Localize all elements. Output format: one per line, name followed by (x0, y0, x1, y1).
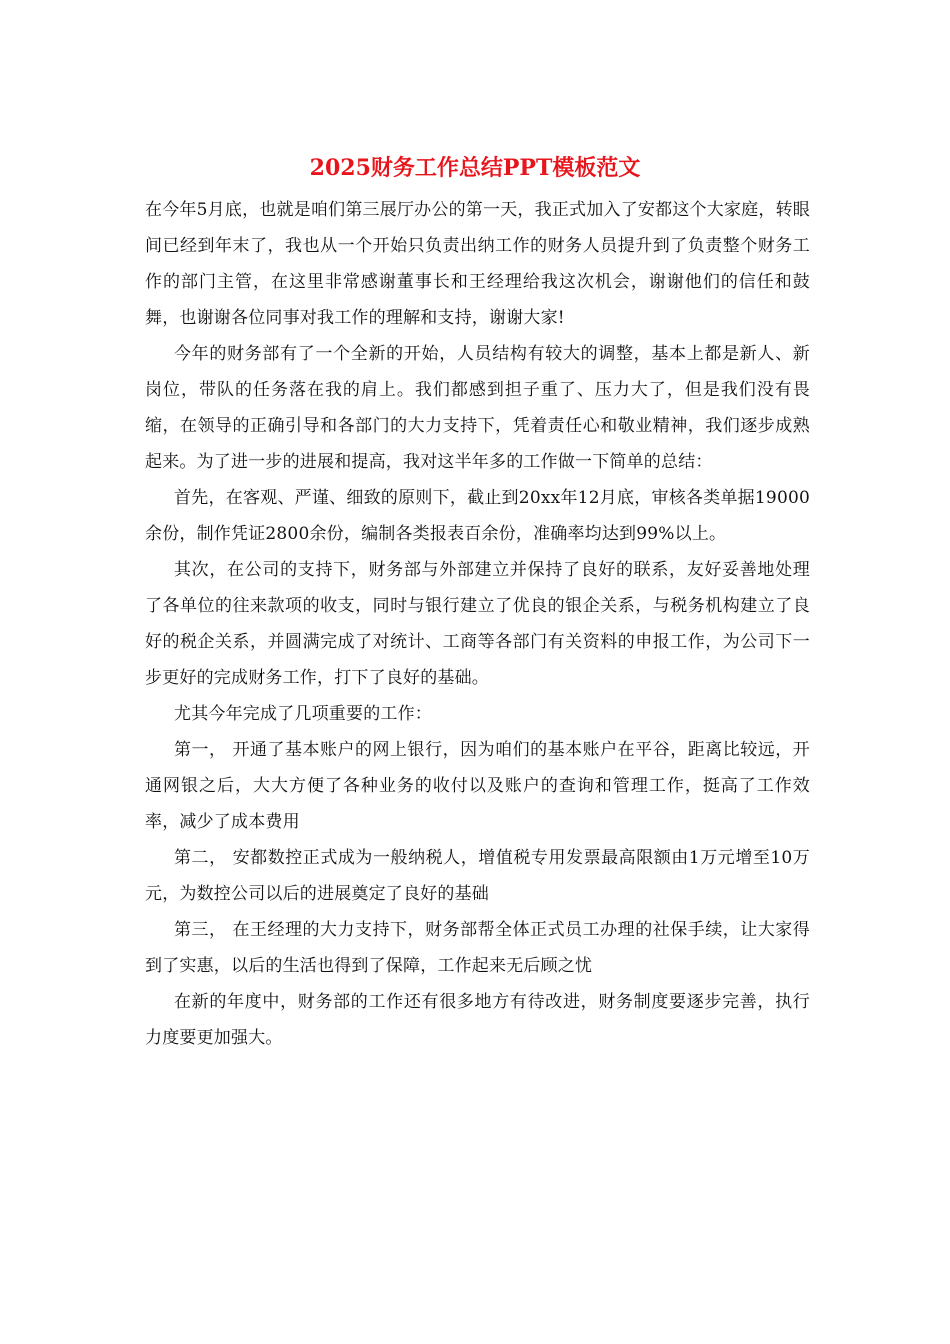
paragraph-closing: 在新的年度中，财务部的工作还有很多地方有待改进，财务制度要逐步完善，执行力度要更加强大。 (145, 992, 810, 1048)
paragraph-intro: 在今年5月底，也就是咱们第三展厅办公的第一天，我正式加入了安都这个大家庭，转眼间已经到年末了，我也从一个开始只负责出纳工作的财务人员提升到了负责整个财务工作的部门主管，在这里非常感谢董事长和王经理给我这次机会，谢谢他们的信任和鼓舞，也谢谢各位同事对我工作的理解和支持，谢谢大家! (145, 200, 810, 328)
paragraph-important-work-heading: 尤其今年完成了几项重要的工作： (174, 704, 432, 724)
paragraph-item-two: 第二， 安都数控正式成为一般纳税人，增值税专用发票最高限额由1万元增至10万元，为数控公司以后的进展奠定了良好的基础 (145, 848, 810, 904)
paragraph-new-start: 今年的财务部有了一个全新的开始，人员结构有较大的调整，基本上都是新人、新岗位，带队的任务落在我的肩上。我们都感到担子重了、压力大了，但是我们没有畏缩，在领导的正确引导和各部门的大力支持下，凭着责任心和敬业精神，我们逐步成熟起来。为了进一步的进展和提高，我对这半年多的工作做一下简单的总结： (145, 344, 810, 472)
document-title: 2025财务工作总结PPT模板范文 (309, 155, 641, 181)
paragraph-first-summary: 首先，在客观、严谨、细致的原则下，截止到20xx年12月底，审核各类单据19000余份，制作凭证2800余份，编制各类报表百余份，准确率均达到99%以上。 (145, 488, 810, 544)
paragraph-item-three: 第三， 在王经理的大力支持下，财务部帮全体正式员工办理的社保手续，让大家得到了实惠，以后的生活也得到了保障，工作起来无后顾之忧 (145, 920, 810, 976)
paragraph-item-one: 第一， 开通了基本账户的网上银行，因为咱们的基本账户在平谷，距离比较远，开通网银之后，大大方便了各种业务的收付以及账户的查询和管理工作，挺高了工作效率，减少了成本费用 (145, 740, 810, 832)
paragraph-second-summary: 其次，在公司的支持下，财务部与外部建立并保持了良好的联系，友好妥善地处理了各单位的往来款项的收支，同时与银行建立了优良的银企关系，与税务机构建立了良好的税企关系，并圆满完成了对统计、工商等各部门有关资料的申报工作，为公司下一步更好的完成财务工作，打下了良好的基础。 (145, 560, 810, 688)
document-body (145, 192, 810, 1056)
